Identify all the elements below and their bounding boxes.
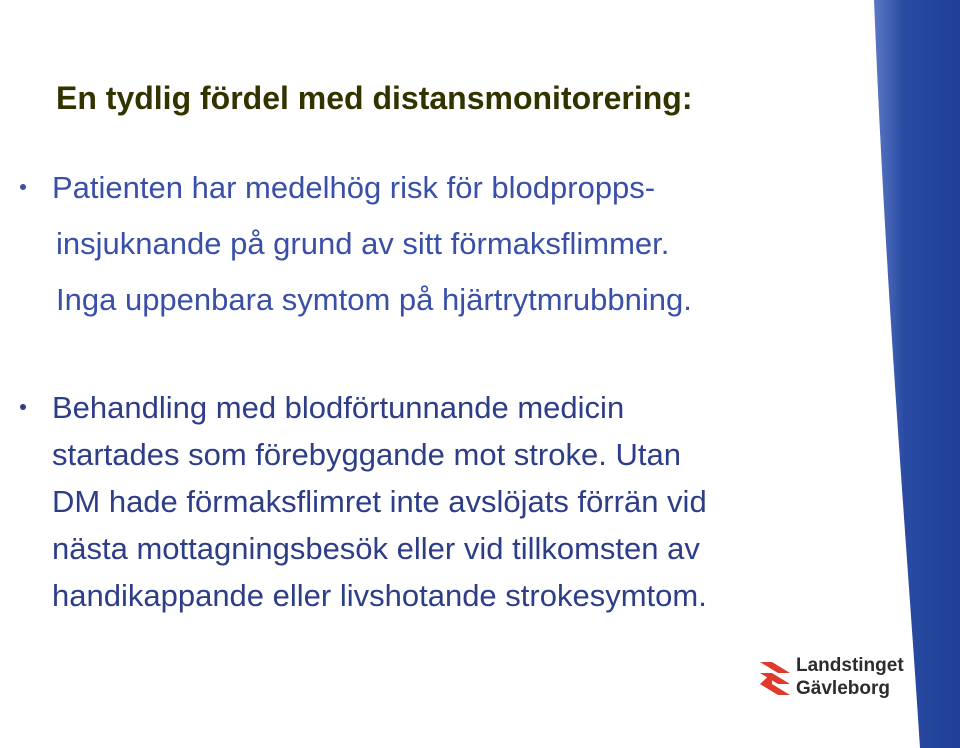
slide-title: En tydlig fördel med distansmonitorering: bbox=[56, 80, 693, 116]
bullet-1 bbox=[52, 172, 692, 340]
bullet-1-line-3: Inga uppenbara symtom på hjärtrytmrubbning. bbox=[56, 282, 692, 317]
logo-line-2: Gävleborg bbox=[796, 678, 890, 699]
bullet-1-line-1: Patienten har medelhög risk för blodpropps- bbox=[52, 170, 656, 205]
bullet-2-line-2: startades som förebyggande mot stroke. Utan bbox=[52, 437, 681, 472]
bullet-2-line-5: handikappande eller livshotande strokesymtom. bbox=[52, 578, 707, 613]
bullet-2 bbox=[52, 392, 707, 627]
logo-wordmark bbox=[796, 654, 904, 700]
decorative-side-band bbox=[874, 0, 960, 748]
bullet-marker-1 bbox=[20, 184, 26, 190]
bullet-2-line-3: DM hade förmaksflimret inte avslöjats förrän vid bbox=[52, 484, 707, 519]
logo-line-1: Landstinget bbox=[796, 655, 904, 676]
side-band-graphic bbox=[874, 0, 960, 748]
landstinget-gavleborg-mark-icon bbox=[758, 660, 792, 698]
landstinget-gavleborg-logo bbox=[758, 654, 910, 702]
bullet-2-line-4: nästa mottagningsbesök eller vid tillkomsten av bbox=[52, 531, 700, 566]
bullet-1-line-2: insjuknande på grund av sitt förmaksflimmer. bbox=[56, 226, 670, 261]
bullet-marker-2 bbox=[20, 404, 26, 410]
bullet-2-line-1: Behandling med blodförtunnande medicin bbox=[52, 390, 625, 425]
